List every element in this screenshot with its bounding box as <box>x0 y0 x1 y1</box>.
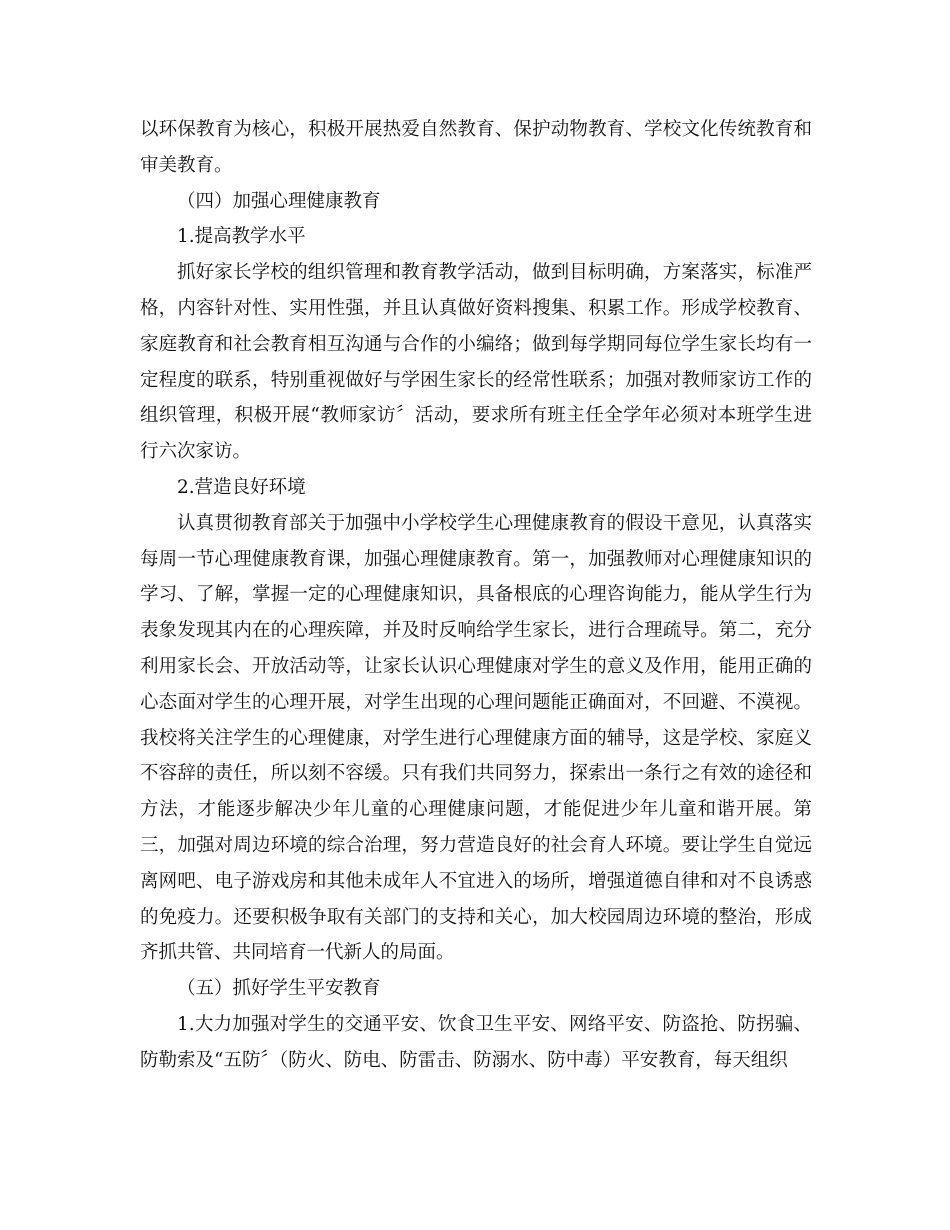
subsection-heading-1: 1.提高教学水平 <box>177 226 306 248</box>
body-paragraph-safety: 1.大力加强对学生的交通平安、饮食卫生平安、网络平安、防盗抢、防拐骗、防勒索及“五防〞（防火、防电、防雷击、防溺水、防中毒）平安教育，每天组织 <box>140 1013 812 1071</box>
subsection-heading-2: 2.营造良好环境 <box>177 476 306 498</box>
body-paragraph-parent-school: 抓好家长学校的组织管理和教育教学活动，做到目标明确，方案落实，标准严格，内容针对性、实用性强，并且认真做好资料搜集、积累工作。形成学校教育、家庭教育和社会教育相互沟通与合作的小编络；做到每学期同每位学生家长均有一定程度的联系，特别重视做好与学困生家长的经常性联系；加强对教师家访工作的组织管理，积极开展“教师家访〞活动，要求所有班主任全学年必须对本班学生进行六次家访。 <box>140 262 812 463</box>
body-paragraph-mental-health: 认真贯彻教育部关于加强中小学校学生心理健康教育的假设干意见，认真落实每周一节心理健康教育课，加强心理健康教育。第一，加强教师对心理健康知识的学习、了解，掌握一定的心理健康知识，具备根底的心理咨询能力，能从学生行为表象发现其内在的心理疾障，并及时反响给学生家长，进行合理疏导。第二，充分利用家长会、开放活动等，让家长认识心理健康对学生的意义及作用，能用正确的心态面对学生的心理开展，对学生出现的心理问题能正确面对，不回避、不漠视。我校将关注学生的心理健康，对学生进行心理健康方面的辅导，这是学校、家庭义不容辞的责任，所以刻不容缓。只有我们共同努力，探索出一条行之有效的途径和方法，才能逐步解决少年儿童的心理健康问题，才能促进少年儿童和谐开展。第三，加强对周边环境的综合治理，努力营造良好的社会育人环境。要让学生自觉远离网吧、电子游戏房和其他未成年人不宜进入的场所，增强道德自律和对不良诱惑的免疫力。还要积极争取有关部门的支持和关心，加大校园周边环境的整治，形成齐抓共管、共同培育一代新人的局面。 <box>140 512 812 964</box>
section-heading-4: （四）加强心理健康教育 <box>177 190 381 212</box>
document-body <box>140 112 812 1079</box>
section-heading-5: （五）抓好学生平安教育 <box>177 978 381 1000</box>
body-paragraph-continued: 以环保教育为核心，积极开展热爱自然教育、保护动物教育、学校文化传统教育和审美教育。 <box>140 119 812 176</box>
